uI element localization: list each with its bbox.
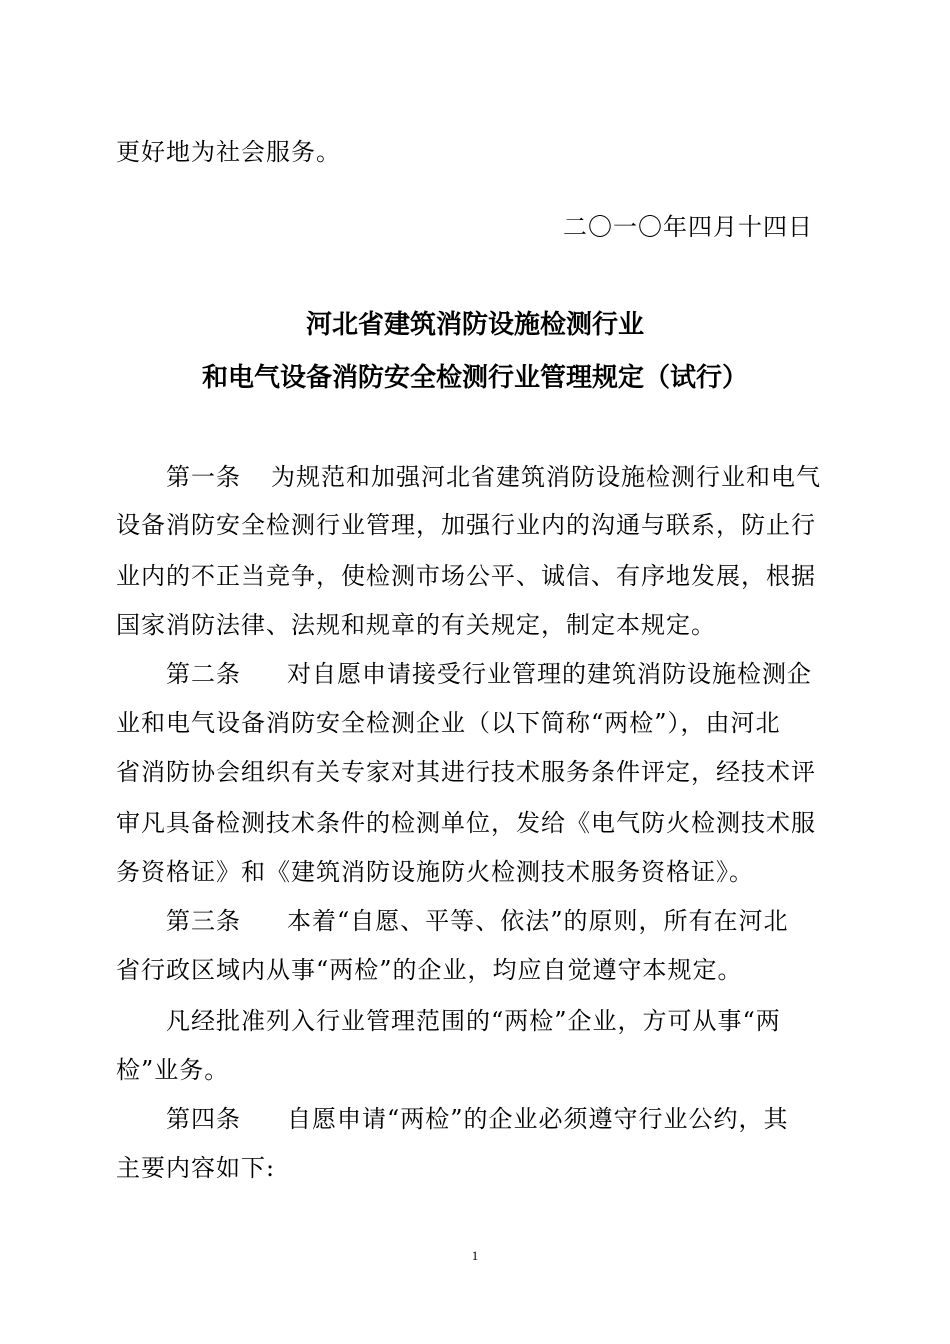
document-title-line-2: 和电气设备消防安全检测行业管理规定（试行） — [201, 363, 748, 393]
article-1-label: 第一条 — [166, 463, 241, 491]
article-2-label: 第二条 — [166, 660, 241, 688]
article-3-paragraph-2-line-2: 检”业务。 — [116, 1056, 230, 1084]
article-2-line-3: 省消防协会组织有关专家对其进行技术服务条件评定，经技术评 — [116, 758, 816, 786]
intro-tail-text: 更好地为社会服务。 — [116, 138, 341, 166]
article-1-text: 为规范和加强河北省建筑消防设施检测行业和电气 — [271, 463, 821, 491]
article-1-line-3: 业内的不正当竞争，使检测市场公平、诚信、有序地发展，根据 — [116, 562, 816, 590]
article-3-text: 本着“自愿、平等、依法”的原则，所有在河北 — [287, 907, 789, 935]
article-2-text: 对自愿申请接受行业管理的建筑消防设施检测企 — [287, 660, 812, 688]
article-3-line-2: 省行政区域内从事“两检”的企业，均应自觉遵守本规定。 — [116, 956, 743, 984]
article-1-line-4: 国家消防法律、法规和规章的有关规定，制定本规定。 — [116, 611, 716, 639]
article-3-paragraph-2-line-1: 凡经批准列入行业管理范围的“两检”企业，方可从事“两 — [166, 1007, 781, 1035]
page-number: 1 — [471, 1248, 479, 1263]
article-4-label: 第四条 — [166, 1105, 241, 1133]
article-3-first-line — [166, 906, 789, 936]
article-2-line-5: 务资格证》和《建筑消防设施防火检测技术服务资格证》。 — [116, 858, 754, 886]
document-date: 二〇一〇年四月十四日 — [563, 213, 813, 241]
article-4-text: 自愿申请“两检”的企业必须遵守行业公约，其 — [287, 1105, 789, 1133]
article-2-line-2: 业和电气设备消防安全检测企业（以下简称“两检”），由河北 — [116, 709, 781, 737]
article-1-line-2: 设备消防安全检测行业管理，加强行业内的沟通与联系，防止行 — [116, 511, 816, 539]
article-2-first-line — [166, 659, 812, 689]
article-4-line-2: 主要内容如下: — [116, 1154, 276, 1182]
article-1-first-line — [166, 462, 821, 492]
article-4-first-line — [166, 1104, 789, 1134]
article-2-line-4: 审凡具备检测技术条件的检测单位，发给《电气防火检测技术服 — [116, 809, 816, 837]
document-title-line-1: 河北省建筑消防设施检测行业 — [305, 310, 644, 340]
article-3-label: 第三条 — [166, 907, 241, 935]
